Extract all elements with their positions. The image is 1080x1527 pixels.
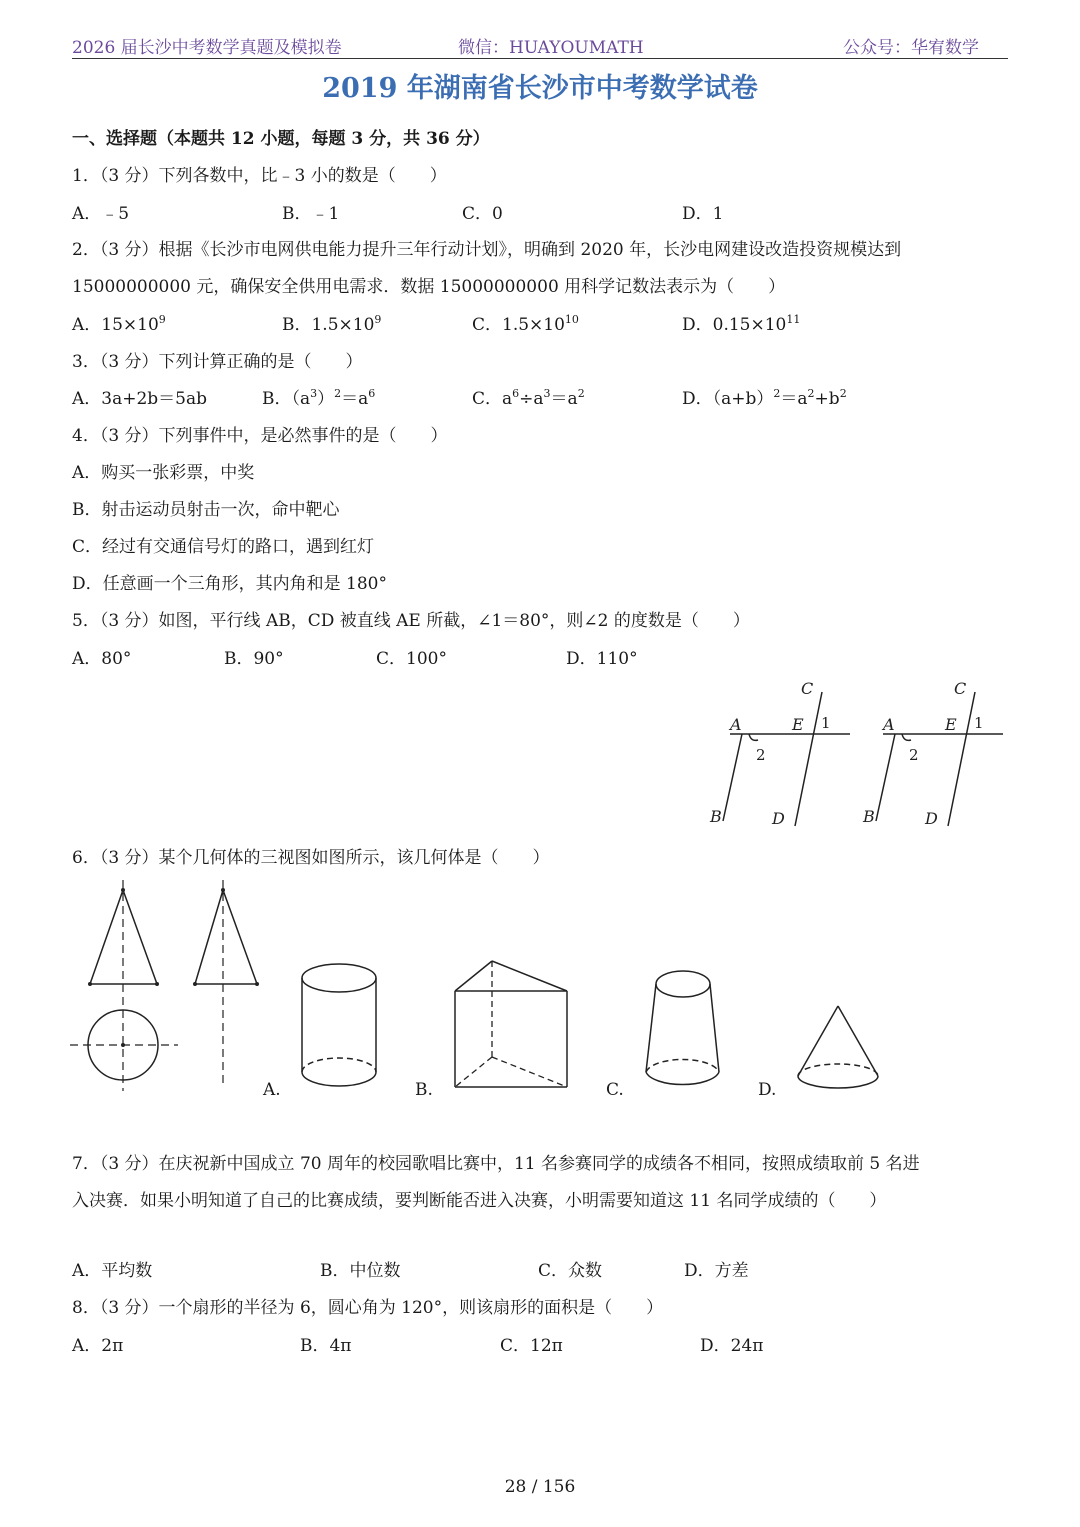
q4-option-a: A．购买一张彩票，中奖 [72, 463, 255, 483]
q8-option-b: B．4π [300, 1336, 352, 1356]
q5-option-b: B．90° [224, 649, 284, 669]
fig2-label-d: D [925, 809, 938, 828]
q1-stem: 1．（3 分）下列各数中，比﹣3 小的数是（ ） [72, 166, 447, 186]
q4-option-b: B．射击运动员射击一次，命中靶心 [72, 500, 340, 520]
q7-option-a: A．平均数 [72, 1261, 153, 1281]
parallel-lines-figure-2 [876, 692, 1003, 826]
fig1-angle-2: 2 [756, 746, 766, 764]
header-center: 微信：HUAYOUMATH [458, 38, 644, 58]
header-left: 2026 届长沙中考数学真题及模拟卷 [72, 38, 342, 58]
fig1-label-a: A [730, 715, 742, 734]
header-divider [72, 58, 1008, 59]
q8-stem: 8．（3 分）一个扇形的半径为 6，圆心角为 120°，则该扇形的面积是（ ） [72, 1298, 664, 1318]
q5-option-c: C．100° [376, 649, 447, 669]
q5-option-d: D．110° [566, 649, 638, 669]
q6-figure-cone [790, 998, 886, 1094]
page-number: 28 / 156 [504, 1477, 576, 1497]
fig2-angle-1: 1 [974, 714, 984, 732]
q5-figure [700, 676, 1010, 832]
q5-stem: 5．（3 分）如图，平行线 AB，CD 被直线 AE 所截，∠1＝80°，则∠2 的度数是（ ） [72, 611, 750, 631]
header-right: 公众号：华宥数学 [843, 38, 979, 58]
fig2-label-a: A [883, 715, 895, 734]
fig1-label-e: E [792, 715, 804, 734]
q6-option-d: D. [758, 1080, 777, 1100]
q6-figure-cylinder [295, 958, 385, 1093]
q4-option-c: C．经过有交通信号灯的路口，遇到红灯 [72, 537, 375, 557]
fig1-label-b: B [710, 807, 722, 826]
q8-option-a: A．2π [72, 1336, 124, 1356]
q3-option-a: A．3a+2b＝5ab [72, 389, 208, 409]
q6-option-b: B. [415, 1080, 433, 1100]
q7-option-d: D．方差 [684, 1261, 749, 1281]
q8-option-d: D．24π [700, 1336, 764, 1356]
q7-option-c: C．众数 [538, 1261, 603, 1281]
page-title: 2019 年湖南省长沙市中考数学试卷 [322, 73, 758, 104]
q7-stem-line2: 入决赛．如果小明知道了自己的比赛成绩，要判断能否进入决赛，小明需要知道这 11 名同学成绩的（ ） [72, 1191, 887, 1211]
q5-option-a: A．80° [72, 649, 132, 669]
q3-option-b: B．$(a^3)^2=a^6$ [262, 387, 376, 409]
fig2-label-e: E [945, 715, 957, 734]
q2-option-d: D．$0.15\times 10^{11}$ [682, 313, 801, 335]
q7-option-b: B．中位数 [320, 1261, 401, 1281]
three-view-drawing [68, 878, 268, 1093]
fig2-label-c: C [954, 679, 967, 698]
q6-figure-prism [445, 953, 575, 1095]
fig2-angle-2: 2 [909, 746, 919, 764]
fig2-label-b: B [863, 807, 875, 826]
fig1-angle-1: 1 [821, 714, 831, 732]
parallel-lines-figure-1 [723, 692, 850, 826]
q2-stem-line2: 15000000000 元，确保安全供用电需求．数据 15000000000 用科学记数法表示为（ ） [72, 277, 786, 297]
q3-stem: 3．（3 分）下列计算正确的是（ ） [72, 352, 363, 372]
q2-option-b: B．$1.5\times 10^9$ [282, 313, 382, 335]
section-heading: 一、选择题（本题共 12 小题，每题 3 分，共 36 分） [72, 129, 490, 149]
q3-option-c: C．$a^6\div a^3=a^2$ [472, 387, 585, 409]
q7-stem-line1: 7．（3 分）在庆祝新中国成立 70 周年的校园歌唱比赛中，11 名参赛同学的成绩各不相同，按照成绩取前 5 名进 [72, 1154, 920, 1174]
q2-option-a: A．$15\times 10^9$ [72, 313, 166, 335]
q6-option-c: C. [606, 1080, 624, 1100]
q6-option-a: A. [263, 1080, 281, 1100]
q2-option-c: C．$1.5\times 10^{10}$ [472, 313, 579, 335]
q6-stem: 6．（3 分）某个几何体的三视图如图所示，该几何体是（ ） [72, 848, 550, 868]
q6-figure-frustum [638, 964, 728, 1094]
q1-option-d: D．1 [682, 204, 724, 224]
q3-option-d: D．$(a+b)^2=a^2+b^2$ [682, 387, 847, 409]
q2-stem-line1: 2．（3 分）根据《长沙市电网供电能力提升三年行动计划》，明确到 2020 年，长沙电网建设改造投资规模达到 [72, 240, 902, 260]
q4-option-d: D．任意画一个三角形，其内角和是 180° [72, 574, 387, 594]
q4-stem: 4．（3 分）下列事件中，是必然事件的是（ ） [72, 426, 448, 446]
q1-option-b: B．﹣1 [282, 204, 340, 224]
fig1-label-d: D [772, 809, 785, 828]
q8-option-c: C．12π [500, 1336, 563, 1356]
q1-option-a: A．﹣5 [72, 204, 130, 224]
fig1-label-c: C [801, 679, 814, 698]
q1-option-c: C．0 [462, 204, 503, 224]
